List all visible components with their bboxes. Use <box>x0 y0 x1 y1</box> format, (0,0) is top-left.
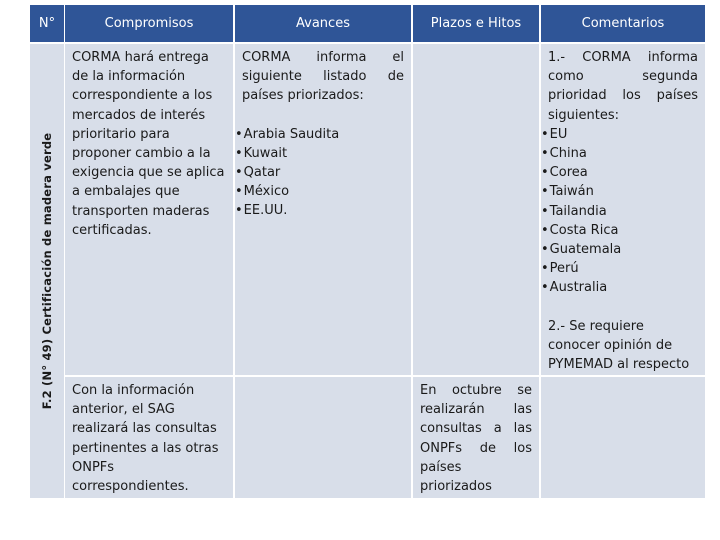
row1-compromiso-cell <box>65 44 233 375</box>
row1-compromiso: CORMA hará entrega de la información correspondiente a los mercados de interés prioritario para proponer cambio a la exigencia que se aplica a embalajes que transporten maderas certificadas. <box>72 50 225 238</box>
list-item: • Tailandia <box>541 202 705 221</box>
section-label: F.2 (N° 49) Certificación de madera verde <box>40 132 54 410</box>
row1-comentario-cell <box>541 44 705 375</box>
list-item: • EE.UU. <box>235 201 411 220</box>
list-item: • Arabia Saudita <box>235 125 411 144</box>
list-item: • Taiwán <box>541 182 705 201</box>
header-avances: Avances <box>235 5 411 42</box>
list-item: • México <box>235 182 411 201</box>
header-plazos: Plazos e Hitos <box>413 5 539 42</box>
list-item: • Perú <box>541 259 705 278</box>
list-item: • Qatar <box>235 163 411 182</box>
row2-plazo: En octubre se realizarán las consultas a las ONPFs de los países priorizados <box>420 383 532 495</box>
row2-comentario-cell <box>541 377 705 498</box>
list-item: • EU <box>541 125 705 144</box>
row1-comentario-1-intro: 1.- CORMA informa como segunda prioridad los países siguientes: <box>548 50 698 123</box>
row1-avance-country-list <box>235 125 411 221</box>
list-item: • China <box>541 144 705 163</box>
row1-avance-cell <box>235 44 411 375</box>
list-item: • Corea <box>541 163 705 182</box>
row1-comentario-2: 2.- Se requiere conocer opinión de PYMEMAD al respecto <box>548 318 690 373</box>
row2-compromiso-cell <box>65 377 233 498</box>
row2-plazo-cell <box>413 377 539 498</box>
list-item: • Costa Rica <box>541 221 705 240</box>
row1-comentario-country-list <box>541 125 705 298</box>
header-num: N° <box>30 5 64 42</box>
row1-avance-intro: CORMA informa el siguiente listado de países priorizados: <box>242 50 404 104</box>
row2-avance-cell <box>235 377 411 498</box>
header-comentarios: Comentarios <box>541 5 705 42</box>
list-item: • Kuwait <box>235 144 411 163</box>
row2-compromiso: Con la información anterior, el SAG realizará las consultas pertinentes a las otras ONPFs correspondientes. <box>72 383 219 495</box>
list-item: • Australia <box>541 278 705 297</box>
header-compromisos: Compromisos <box>65 5 233 42</box>
list-item: • Guatemala <box>541 240 705 259</box>
row1-plazo-cell <box>413 44 539 375</box>
section-label-cell <box>30 44 64 498</box>
